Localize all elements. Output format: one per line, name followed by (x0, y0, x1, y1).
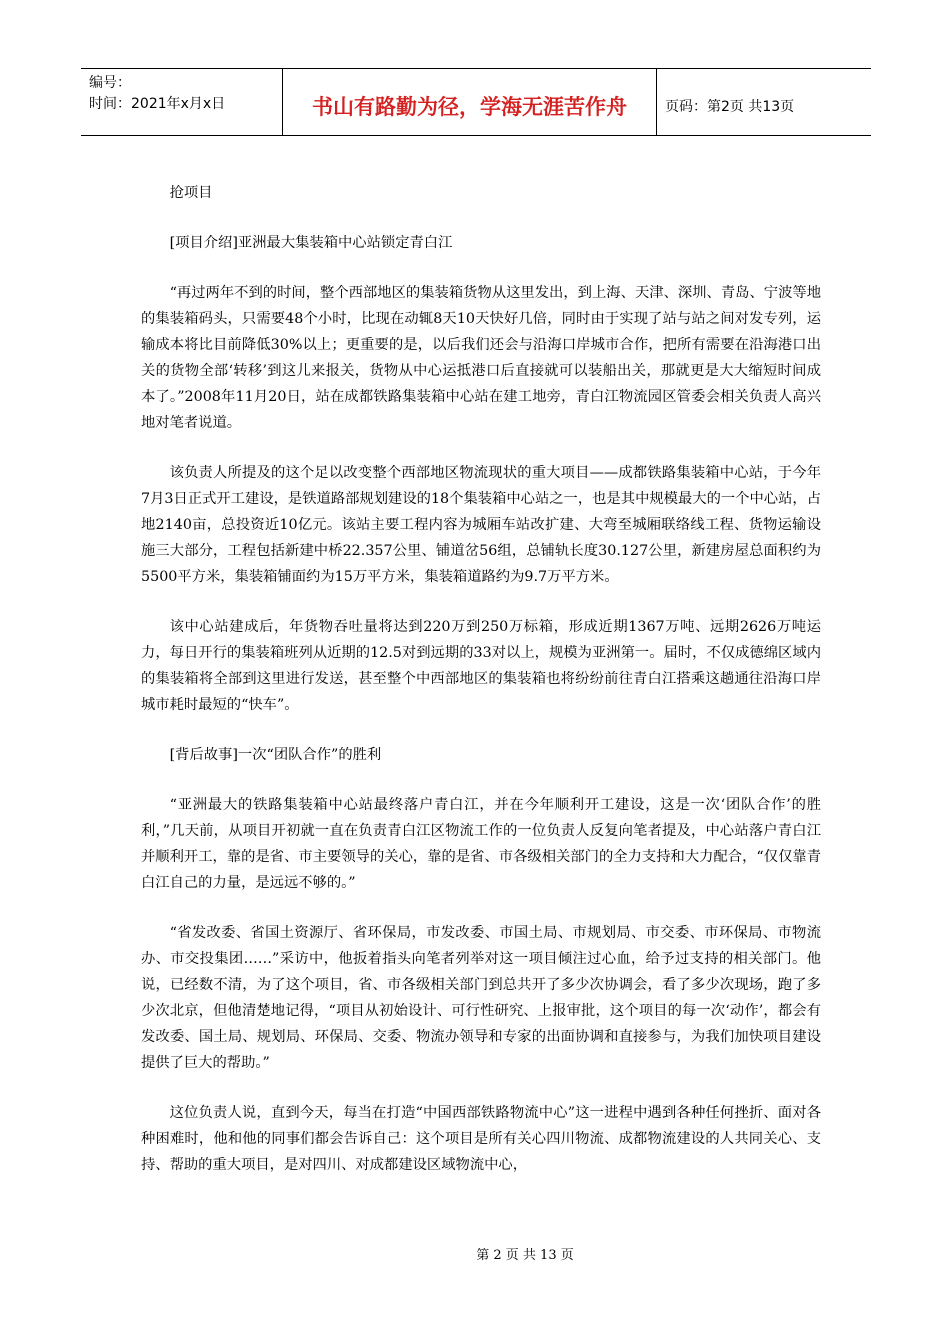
subheading-backstory: [背后故事]一次“团队合作”的胜利 (169, 747, 382, 763)
header-page-info: 页码：第2页 共13页 (665, 99, 795, 115)
header-motto: 书山有路勤为径，学海无涯苦作舟 (283, 69, 657, 135)
subheading-project-intro: [项目介绍]亚洲最大集装箱中心站锁定青白江 (169, 235, 453, 251)
document-number-label: 编号： (89, 75, 131, 91)
paragraph: 这位负责人说，直到今天，每当在打造“中国西部铁路物流中心”这一进程中遇到各种任何挫折、面对各种困难时，他和他的同事们都会告诉自己：这个项目是所有关心四川物流、成都物流建设的人共同关心、支持、帮助的重大项目，是对四川、对成都建设区域物流中心， (141, 1105, 821, 1173)
page-footer: 第 2 页 共 13 页 (476, 1248, 574, 1263)
document-time-label: 时间：2021年x月x日 (89, 96, 226, 112)
paragraph: “省发改委、省国土资源厅、省环保局，市发改委、市国土局、市规划局、市交委、市环保局、市物流办、市交投集团……”采访中，他扳着指头向笔者列举对这一项目倾注过心血，给予过支持的相关部门。他说，已经数不清，为了这个项目，省、市各级相关部门到总共开了多少次协调会，看了多少次现场，跑了多少次北京，但他清楚地记得，“项目从初始设计、可行性研究、上报审批，这个项目的每一次‘动作’，都会有发改委、国土局、规划局、环保局、交委、物流办领导和专家的出面协调和直接参与，为我们加快项目建设提供了巨大的帮助。” (141, 925, 821, 1071)
article-body (141, 180, 821, 1202)
page-header (81, 68, 871, 136)
paragraph: “再过两年不到的时间，整个西部地区的集装箱货物从这里发出，到上海、天津、深圳、青岛、宁波等地的集装箱码头，只需要48个小时，比现在动辄8天10天快好几倍，同时由于实现了站与站之间对发专列，运输成本将比目前降低30%以上；更重要的是，以后我们还会与沿海口岸城市合作，把所有需要在沿海港口出关的货物全部‘转移’到这儿来报关，货物从中心运抵港口后直接就可以装船出关，那就更是大大缩短时间成本了。”2008年11月20日，站在成都铁路集装箱中心站在建工地旁，青白江物流园区管委会相关负责人高兴地对笔者说道。 (141, 285, 821, 431)
section-title: 抢项目 (169, 185, 213, 201)
paragraph: 该中心站建成后，年货物吞吐量将达到220万到250万标箱，形成近期1367万吨、远期2626万吨运力，每日开行的集装箱班列从近期的12.5对到远期的33对以上，规模为亚洲第一。届时，不仅成德绵区域内的集装箱将全部到这里进行发送，甚至整个中西部地区的集装箱也将纷纷前往青白江搭乘这趟通往沿海口岸城市耗时最短的“快车”。 (141, 619, 821, 713)
paragraph: 该负责人所提及的这个足以改变整个西部地区物流现状的重大项目——成都铁路集装箱中心站，于今年7月3日正式开工建设，是铁道路部规划建设的18个集装箱中心站之一，也是其中规模最大的一个中心站，占地2140亩，总投资近10亿元。该站主要工程内容为城厢车站改扩建、大弯至城厢联络线工程、货物运输设施三大部分，工程包括新建中桥22.357公里、铺道岔56组，总铺轨长度30.127公里，新建房屋总面积约为5500平方米，集装箱铺面约为15万平方米，集装箱道路约为9.7万平方米。 (141, 465, 821, 585)
paragraph: “亚洲最大的铁路集装箱中心站最终落户青白江，并在今年顺利开工建设，这是一次‘团队合作’的胜利，”几天前，从项目开初就一直在负责青白江区物流工作的一位负责人反复向笔者提及，中心站落户青白江并顺利开工，靠的是省、市主要领导的关心，靠的是省、市各级相关部门的全力支持和大力配合，“仅仅靠青白江自己的力量，是远远不够的。” (141, 797, 821, 891)
header-meta (81, 69, 283, 135)
